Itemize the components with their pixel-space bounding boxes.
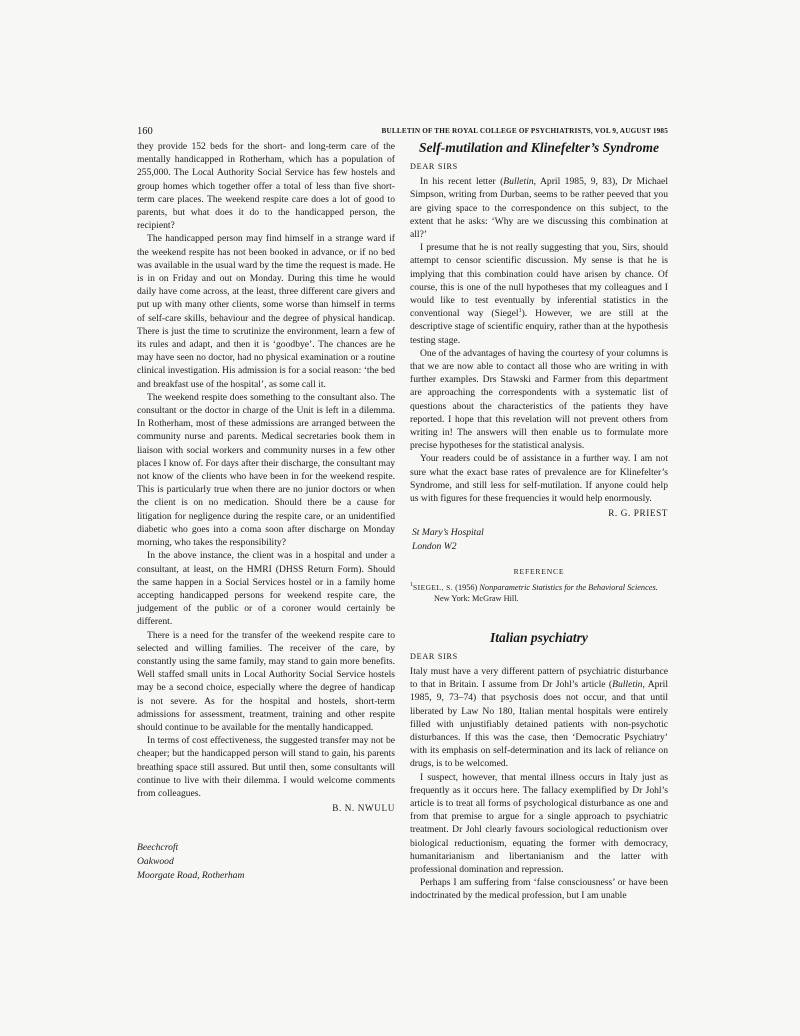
paragraph: Your readers could be of assistance in a further way. I am not sure what the exact base rates of prevalence are for Klinefelter’s Syndrome, and still less for self-mutilation. If anyone could help us with figures for these frequencies it would help enormously. [410, 453, 668, 505]
reference-entry: $^1$SIEGEL, S. (1956) Nonparametric Statistics for the Behavioral Sciences. New York: McGraw Hill. [410, 581, 658, 603]
citation-marker: 1 [518, 308, 522, 315]
author-address [137, 841, 395, 882]
address-line: Moorgate Road, Rotherham [137, 869, 245, 881]
page-header [137, 126, 668, 140]
paragraph: they provide 152 beds for the short- and long-term care of the mentally handicapped in Rotherham, which has a population of 255,000. The Local Authority Social Service has few hostels and group homes which together offer a total of less than five short-term care places. The weekend respite care does a lot of good to parents, but what does it do to the handicapped person, the recipient? [137, 141, 395, 232]
journal-name: Bulletin [503, 176, 534, 188]
address-line: Oakwood [137, 855, 174, 867]
right-column [410, 140, 668, 903]
paragraph: The weekend respite does something to the consultant also. The consultant or the doctor in charge of the Unit is left in a dilemma. In Rotherham, most of these admissions are arranged between the community nurse and parents. Medical secretaries book them in liaison with social workers and community nurses in a few other places I know of. For days after their discharge, the consultant may not know of the clients who have been in for the weekend respite. This is particularly true when there are no junior doctors or when the client is on no medication. Should there be a cause for litigation for negligence during the respite care, or an unidentified diabetic who goes into a coma soon after discharge on Monday morning, who takes the responsibility? [137, 391, 395, 549]
address-line: Beechcroft [137, 842, 179, 854]
left-column [137, 140, 395, 882]
address-line: London W2 [412, 540, 457, 552]
salutation: DEAR SIRS [410, 162, 458, 171]
paragraph: Perhaps I am suffering from ‘false consciousness’ or have been indoctrinated by the medical profession, but I am unable [410, 877, 668, 902]
paragraph: I suspect, however, that mental illness occurs in Italy just as frequently as it occurs here. The fallacy exemplified by Dr Johl’s article is to treat all forms of psychological disturbance as one and from that premise to argue for a single approach to psychiatric treatment. Dr Johl clearly favours sociological reductionism over biological reductionism, equating the former with democracy, humanitarianism and libertanianism and the latter with professional domination and repression. [410, 771, 668, 875]
address-line: St Mary’s Hospital [412, 527, 484, 539]
letter-title: Italian psychiatry [490, 629, 588, 645]
journal-name: Bulletin [612, 679, 643, 691]
reference-heading: REFERENCE [513, 567, 565, 577]
letter-italian-psychiatry [410, 630, 668, 903]
signature: R. G. PRIEST [608, 508, 668, 519]
running-head: BULLETIN OF THE ROYAL COLLEGE OF PSYCHIATRISTS, VOL 9, AUGUST 1985 [381, 127, 668, 135]
paragraph: There is a need for the transfer of the weekend respite care to selected and willing families. The receiver of the care, by constantly using the same family, may stand to gain more benefits. Well staffed small units in Local Authority Social Service hostels may be a second choice, especially where the degree of handicap is not severe. As for the hospital and hostels, short-term admissions for assessment, treatment, training and other respite should continue to be available for the mentally handicapped. [137, 629, 395, 733]
letter-title: Self-mutilation and Klinefelter’s Syndrome [419, 140, 659, 155]
signature: B. N. NWULU [332, 803, 395, 814]
section-gap [410, 604, 668, 630]
paragraph: In his recent letter (Bulletin, April 1985, 9, 83), Dr Michael Simpson, writing from Durban, seems to be rather peeved that you are giving space to the correspondence on this subject, to the extent that he asks: ‘Why are we discussing this combination at all?’ [410, 176, 668, 241]
paragraph: The handicapped person may find himself in a strange ward if the weekend respite has not been booked in advance, or if no bed was available in the usual ward by the time the request is made. He is in on Friday and out on Monday. During this time he would daily have come across, at the least, three different care givers and put up with many other clients, some worse than himself in terms of self-care skills, behaviour and the degree of physical handicap. There is just the time to scrutinize the environment, learn a few of its rules and adapt, and then it is ‘goodbye’. The chances are he may have seen no doctor, had no physical examination or a routine clinical investigation. His admission is for a social reason: ‘the bed and breakfast use of the hospital’, as some call it. [137, 233, 395, 390]
sender-address [410, 526, 668, 553]
paragraph: One of the advantages of having the courtesy of your columns is that we are now able to contact all those who are writing in with further examples. Drs Stawski and Farmer from this department are approaching the correspondents with a systematic list of questions about the characteristics of the patients they have reported. I hope that this revelation will not prevent others from writing in! The answers will then enable us to formulate more precise hypotheses for the statistical analysis. [410, 347, 668, 452]
paragraph: In terms of cost effectiveness, the suggested transfer may not be cheaper; but the handicapped person will stand to gain, his parents breathing space still assured. But until then, some consultants will continue to live with their dilemma. I would welcome comments from colleagues. [137, 735, 395, 799]
paragraph: Italy must have a very different pattern of psychiatric disturbance to that in Britain. I assume from Dr Johl’s article (Bulletin, April 1985, 9, 73–74) that psychosis does not occur, and that until liberated by Law No 180, Italian mental hospitals were entirely filled with unjustifiably detained patients with non-psychotic disturbances. If this was the case, then ‘Democratic Psychiatry’ with its emphasis on self-determination and its lack of reliance on drugs, is to be welcomed. [410, 665, 668, 770]
letter-klinefelter [410, 140, 668, 604]
paragraph: In the above instance, the client was in a hospital and under a consultant, at least, on the HMRI (DHSS Return Form). Should the same happen in a Social Services hostel or in a family home accepting handicapped persons for weekend respite care, the judgement of the public or of a coroner would certainly be different. [137, 550, 395, 628]
page-number: 160 [137, 126, 153, 137]
paragraph: I presume that he is not really suggesting that you, Sirs, should attempt to censor scientific discussion. My sense is that he is implying that this combination could have arisen by chance. Of course, this is one of the null hypotheses that my colleagues and I would like to test eventually by inferential statistics in the conventional way (Siegel$^1$). However, we are still at the descriptive stage of scientific enquiry, rather than at the hypothesis testing stage. [410, 242, 668, 346]
salutation: DEAR SIRS [410, 651, 458, 661]
